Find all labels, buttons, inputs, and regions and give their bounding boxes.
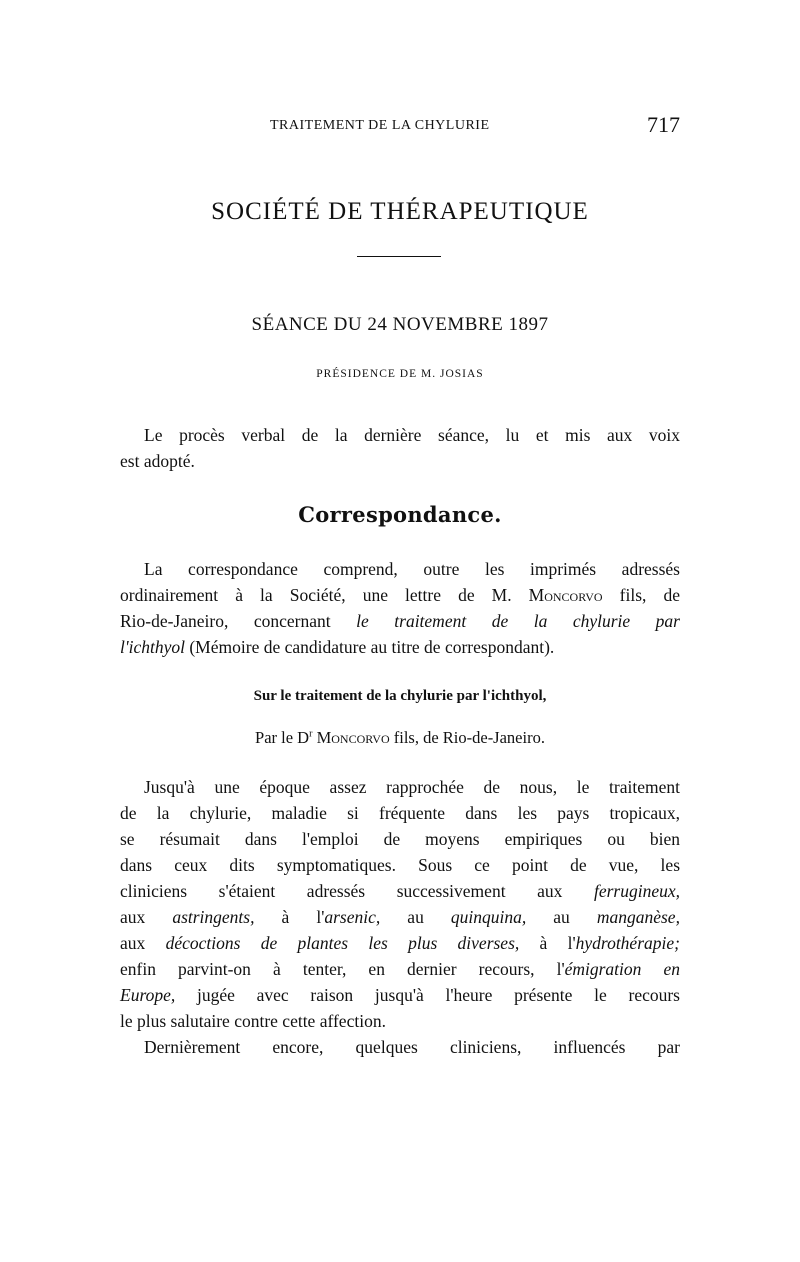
body-line-1: Jusqu'à une époque assez rapprochée de nous, le traitement xyxy=(144,777,680,797)
author-name: Moncorvo xyxy=(316,728,390,747)
text-run: jugée avec raison jusqu'à l'heure présente le recours xyxy=(175,985,680,1005)
title-rule-divider xyxy=(357,256,441,257)
body-line-8 xyxy=(120,956,680,982)
text-run: enfin parvint-on à tenter, en dernier recours, l' xyxy=(120,959,565,979)
author-name: Moncorvo xyxy=(528,585,603,605)
italic-run: ferrugineux, xyxy=(593,881,680,901)
correspondence-paragraph xyxy=(120,556,680,660)
minutes-line-2: est adopté. xyxy=(120,451,195,471)
text-run: ordinairement à la Société, une lettre de M. xyxy=(120,585,529,605)
text-run: (Mémoire de candidature au titre de correspondant). xyxy=(184,637,555,657)
section-heading-correspondance: Correspondance. xyxy=(298,502,502,527)
text-run: à l' xyxy=(254,907,325,927)
text-run: à l' xyxy=(519,933,576,953)
correspondence-line-3 xyxy=(120,608,680,634)
italic-run: émigration en xyxy=(564,959,681,979)
presidency-line: PRÉSIDENCE DE M. JOSIAS xyxy=(316,368,484,380)
body-line-3: se résumait dans l'emploi de moyens empiriques ou bien xyxy=(120,829,680,849)
memoir-title: Sur le traitement de la chylurie par l'ichthyol, xyxy=(253,688,547,704)
italic-run: Europe, xyxy=(120,985,176,1005)
running-head xyxy=(120,112,680,142)
text-run: fils, de Rio-de-Janeiro. xyxy=(389,728,545,747)
body-line-10: le plus salutaire contre cette affection. xyxy=(120,1011,386,1031)
minutes-paragraph xyxy=(120,422,680,474)
body-line-6 xyxy=(120,904,680,930)
body-line-11: Dernièrement encore, quelques cliniciens, influencés par xyxy=(144,1037,680,1057)
memoir-author-line xyxy=(0,728,800,748)
correspondence-line-4 xyxy=(120,634,680,660)
body-line-9 xyxy=(120,982,680,1008)
superscript: r xyxy=(309,728,313,740)
italic-run: quinquina, xyxy=(450,907,527,927)
society-title: SOCIÉTÉ DE THÉRAPEUTIQUE xyxy=(211,198,589,225)
text-run: fils, de xyxy=(602,585,680,605)
text-run: aux xyxy=(120,907,173,927)
italic-run: hydrothérapie; xyxy=(575,933,680,953)
correspondence-line-2 xyxy=(120,582,680,608)
italic-run: le traitement de la chylurie par xyxy=(356,611,680,631)
minutes-line-1: Le procès verbal de la dernière séance, lu et mis aux voix xyxy=(144,425,680,445)
text-run: au xyxy=(526,907,597,927)
body-line-4: dans ceux dits symptomatiques. Sous ce point de vue, les xyxy=(120,855,680,875)
text-run: Par le D xyxy=(255,728,310,747)
body-line-7 xyxy=(120,930,680,956)
text-run: aux xyxy=(120,933,166,953)
running-title: TRAITEMENT DE LA CHYLURIE xyxy=(270,118,490,133)
body-line-5 xyxy=(120,878,680,904)
italic-run: l'ichthyol xyxy=(120,637,185,657)
italic-run: astringents, xyxy=(172,907,255,927)
text-run: cliniciens s'étaient adressés successivement aux xyxy=(120,881,594,901)
italic-run: arsenic, xyxy=(324,907,381,927)
session-title: SÉANCE DU 24 NOVEMBRE 1897 xyxy=(251,314,549,335)
body-line-2: de la chylurie, maladie si fréquente dans les pays tropicaux, xyxy=(120,803,680,823)
page-number: 717 xyxy=(647,112,680,137)
text-run: Rio-de-Janeiro, concernant xyxy=(120,611,357,631)
italic-run: décoctions de plantes les plus diverses, xyxy=(165,933,520,953)
body-paragraph xyxy=(120,774,680,1060)
text-run: au xyxy=(380,907,451,927)
correspondence-line-1: La correspondance comprend, outre les imprimés adressés xyxy=(144,559,680,579)
italic-run: manganèse, xyxy=(596,907,680,927)
